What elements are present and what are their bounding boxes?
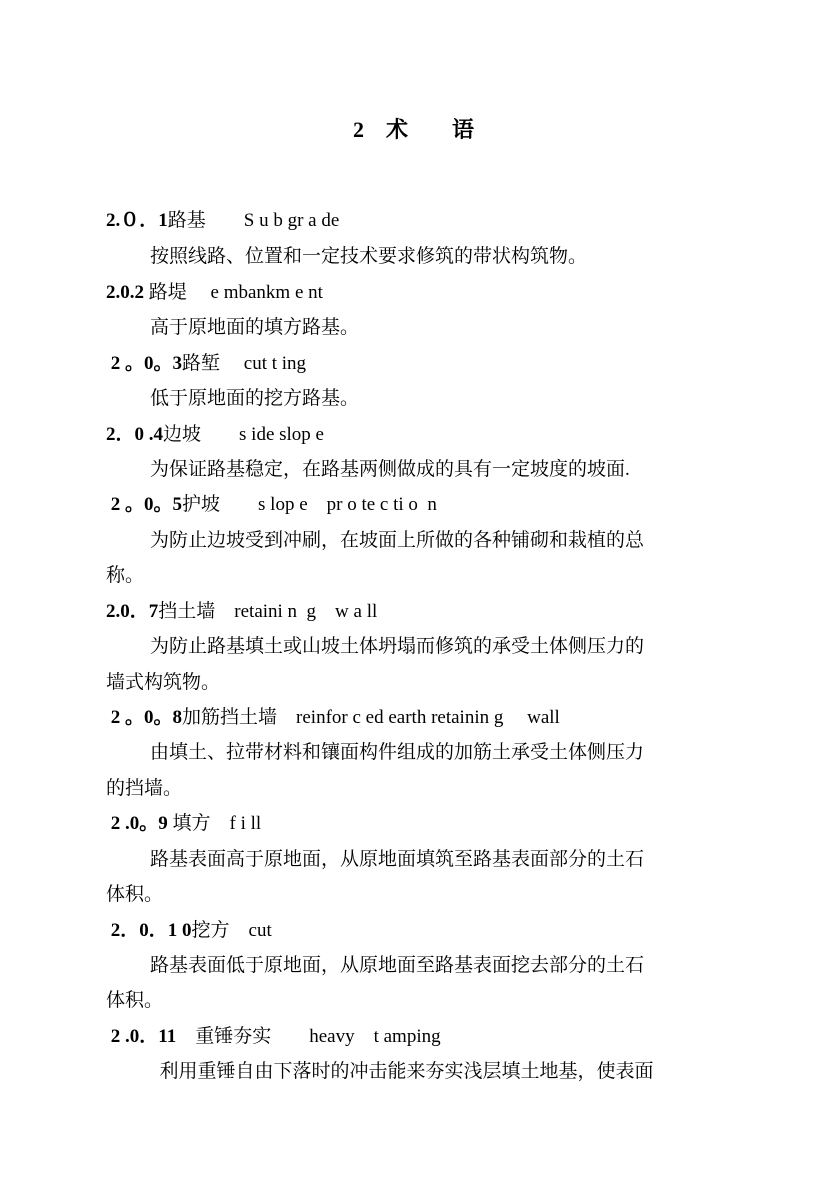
term-chinese: 重锤夯实 [176,1026,272,1047]
term-number: 2 .0。9 [106,813,168,834]
term-heading [106,599,377,625]
term-definition-continuation: 称。 [106,565,145,586]
term-english: e mbankm e nt [186,282,323,303]
term-definition: 高于原地面的填方路基。 [150,317,360,338]
term-heading [106,811,261,837]
chapter-title: 2 术 语 [352,117,474,142]
term-definition-continuation: 体积。 [106,884,164,905]
term-chinese: 路堑 [182,353,221,374]
term-number: 2 。0。8 [106,707,183,728]
term-definition: 按照线路、位置和一定技术要求修筑的带状构筑物。 [150,246,588,267]
term-chinese: 加筋挡土墙 [182,707,278,728]
term-definition: 路基表面低于原地面，从原地面至路基表面挖去部分的土石 [150,955,645,976]
term-heading [106,705,560,731]
term-number: 2 .0．11 [106,1026,177,1047]
term-english: f i ll [210,813,262,834]
term-chinese: 挖方 [191,920,230,941]
term-number: 2.0.2 [106,282,144,303]
term-chinese: 挡土墙 [158,601,216,622]
term-english: retaini n g w a ll [215,601,378,622]
term-definition-continuation: 体积。 [106,990,164,1011]
term-english: s lop e pr o te c ti o n [220,494,437,515]
term-number: 2．0 .4 [106,424,164,445]
term-heading [106,351,306,377]
term-english: heavy t amping [271,1026,441,1047]
term-definition-continuation: 墙式构筑物。 [106,672,221,693]
term-number: 2 。0。3 [106,353,183,374]
term-number: 2.0．7 [106,601,159,622]
term-english: cut [229,920,272,941]
term-english: s ide slop e [201,424,324,445]
term-heading [106,1024,441,1050]
term-definition: 为保证路基稳定，在路基两侧做成的具有一定坡度的坡面. [150,459,630,480]
term-chinese: 路基 [167,210,206,231]
term-chinese: 护坡 [182,494,221,515]
term-heading [106,280,323,306]
term-definition: 路基表面高于原地面，从原地面填筑至路基表面部分的土石 [150,849,645,870]
term-english: reinfor c ed earth retainin g wall [277,707,560,728]
term-definition-continuation: 的挡墙。 [106,778,183,799]
term-number: 2 。0。5 [106,494,183,515]
term-english: cut t ing [220,353,307,374]
term-heading [106,208,339,234]
term-definition: 低于原地面的挖方路基。 [150,388,360,409]
term-heading [106,492,437,518]
term-number: 2．0．1 0 [106,920,192,941]
term-definition: 由填土、拉带材料和镶面构件组成的加筋土承受土体侧压力 [150,742,645,763]
term-english: S u b gr a de [205,210,340,231]
term-number: 2.０．1 [106,210,168,231]
term-chinese: 填方 [167,813,211,834]
term-definition: 为防止边坡受到冲刷，在坡面上所做的各种铺砌和栽植的总 [150,530,645,551]
term-definition: 为防止路基填土或山坡土体坍塌而修筑的承受土体侧压力的 [150,636,645,657]
term-chinese: 路堤 [144,282,187,303]
term-chinese: 边坡 [163,424,202,445]
term-heading [106,918,272,944]
term-definition: 利用重锤自由下落时的冲击能来夯实浅层填土地基，使表面 [150,1061,654,1082]
term-heading [106,422,324,448]
